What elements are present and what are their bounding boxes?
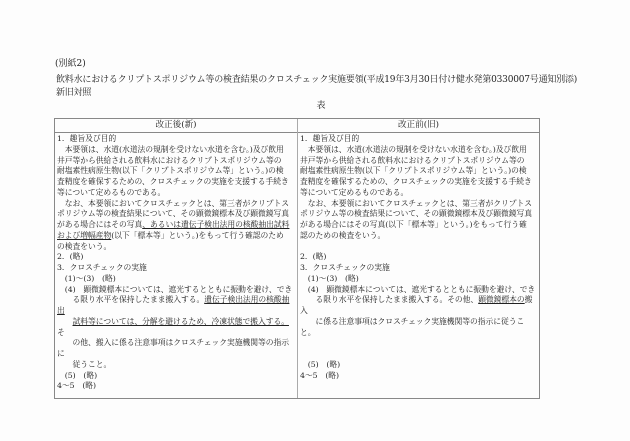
column-header-previous: 改正前(旧): [298, 119, 539, 133]
text-segment: (1)～(3) (略): [300, 273, 359, 283]
text-segment: る限り水平を保持したまま搬入する。: [57, 295, 205, 305]
text-line: [300, 371, 536, 382]
text-line: [57, 134, 294, 145]
text-line: [300, 360, 536, 371]
text-segment: (4) 顕微鏡標本については、遮光するとともに振動を避け、でき: [57, 284, 293, 294]
text-line: [57, 166, 294, 177]
text-segment: 査精度を確保するための、クロスチェックの実施を支援する手続き: [57, 177, 289, 186]
text-segment: の検査をいう。: [57, 241, 112, 251]
text-line: [300, 349, 536, 360]
text-segment: なお、本要領においてクロスチェックとは、第三者がクリプトス: [57, 198, 289, 208]
text-segment: (5) (略): [300, 359, 341, 369]
text-segment: 等について定めるものである。: [57, 187, 166, 197]
text-line: [300, 220, 536, 231]
underlined-revision-text: および増幅産物: [57, 230, 112, 240]
text-line: [57, 177, 294, 188]
text-segment: (1)～(3) (略): [57, 273, 116, 283]
text-segment: 2．(略): [300, 252, 327, 262]
text-segment: 3．クロスチェックの実施: [57, 263, 147, 272]
text-segment: がある場合にはその写真: [57, 220, 143, 229]
text-segment: 査精度を確保するための、クロスチェックの実施を支援する手続き: [300, 177, 532, 186]
text-line: [57, 338, 294, 360]
text-line: [57, 274, 294, 285]
text-line: [300, 252, 536, 263]
text-segment: 4～5 (略): [57, 381, 97, 391]
text-segment: (以下「標本等」という。)をもって行う確認のため: [111, 230, 284, 240]
text-line: [300, 285, 536, 296]
column-revised: [55, 119, 298, 398]
text-segment: 等について定めるものである。: [300, 187, 409, 197]
text-line: [300, 156, 536, 167]
text-line: [300, 242, 536, 253]
text-segment: ポリジウム等の検査結果について、その顕微鏡標本及び顕微鏡写真: [57, 209, 290, 219]
text-line: [57, 199, 294, 210]
column-header-revised: 改正後(新): [55, 119, 297, 133]
comparison-table: [54, 118, 540, 399]
text-line: [57, 145, 294, 156]
underlined-revision-text: 、あるいは遺伝子検出法用の核酸抽出試料: [142, 220, 290, 229]
text-segment: [57, 317, 73, 326]
underlined-revision-text: 遺伝子検出法用の核酸抽出: [57, 295, 290, 315]
text-segment: 1．趣旨及び目的: [300, 134, 360, 143]
text-segment: なお、本要領においてクロスチェックとは、第三者がクリプトス: [300, 198, 532, 208]
text-segment: そ: [57, 327, 65, 337]
text-segment: 2．(略): [57, 252, 84, 262]
text-segment: 本要領は、水道(水道法の規制を受けない水道を含む。)及び飲用: [57, 144, 284, 154]
text-line: [300, 199, 536, 210]
text-segment: 従うこと。: [57, 359, 112, 369]
text-line: [300, 317, 536, 339]
column-body-previous: [298, 133, 539, 387]
text-line: [300, 338, 536, 349]
text-segment: 耐塩素性病原生物(以下「クリプトスポリジウム等」という。)の検: [300, 166, 527, 176]
underlined-revision-text: 試料等については、分解を避けるため、冷凍状態で搬入する。: [72, 316, 289, 326]
text-segment: ポリジウム等の検査結果について、その顕微鏡標本及び顕微鏡写真: [300, 209, 533, 219]
text-line: [300, 166, 536, 177]
text-line: [300, 177, 536, 188]
text-line: [300, 231, 536, 242]
text-line: [300, 145, 536, 156]
text-segment: 耐塩素性病原生物(以下「クリプトスポリジウム等」という。)の検: [57, 166, 284, 176]
text-line: [300, 134, 536, 145]
text-segment: がある場合にはその写真(以下「標本等」という。)をもって行う確: [300, 220, 527, 229]
text-segment: 井戸等から供給される飲料水におけるクリプトスポリジウム等の: [300, 155, 525, 165]
text-line: [57, 156, 294, 167]
text-line: [57, 242, 294, 253]
title-block: [56, 74, 586, 113]
text-segment: 3．クロスチェックの実施: [300, 263, 390, 272]
text-line: [300, 295, 536, 317]
column-body-revised: [55, 133, 297, 398]
column-previous: [298, 119, 539, 398]
text-line: [57, 295, 294, 317]
text-line: [300, 274, 536, 285]
text-segment: の他、搬入に係る注意事項はクロスチェック実施機関等の指示に: [57, 338, 290, 358]
text-line: [57, 317, 294, 339]
text-segment: 井戸等から供給される飲料水におけるクリプトスポリジウム等の: [57, 155, 282, 165]
text-line: [57, 263, 294, 274]
text-segment: 1．趣旨及び目的: [57, 134, 117, 143]
text-line: [57, 231, 294, 242]
text-line: [57, 285, 294, 296]
text-segment: る限り水平を保持したまま搬入する。その他、: [300, 295, 479, 305]
text-segment: (4) 顕微鏡標本については、遮光するとともに振動を避け、でき: [300, 284, 536, 294]
document-title-tail: 表: [316, 101, 326, 111]
text-segment: 本要領は、水道(水道法の規制を受けない水道を含む。)及び飲用: [300, 144, 527, 154]
text-segment: 4～5 (略): [300, 370, 340, 380]
text-line: [57, 371, 294, 382]
text-line: [57, 220, 294, 231]
text-line: [300, 188, 536, 199]
text-segment: に係る注意事項はクロスチェック実施機関等の指示に従うこと。: [300, 316, 525, 337]
text-line: [57, 381, 294, 392]
document-title: 飲料水におけるクリプトスポリジウム等の検査結果のクロスチェック実施要領(平成19年3月30日付け健水発第0330007号通知別添) 新旧対照: [56, 75, 586, 98]
annex-label: (別紙2): [55, 59, 86, 69]
text-line: [300, 263, 536, 274]
text-segment: (5) (略): [57, 370, 98, 380]
text-line: [57, 360, 294, 371]
text-line: [57, 209, 294, 220]
text-segment: 認のための検査をいう。: [300, 230, 386, 240]
text-line: [57, 188, 294, 199]
text-line: [57, 252, 294, 263]
text-segment: 搬入: [300, 295, 533, 315]
underlined-revision-text: 顕微鏡標本の: [478, 295, 525, 305]
text-line: [300, 209, 536, 220]
